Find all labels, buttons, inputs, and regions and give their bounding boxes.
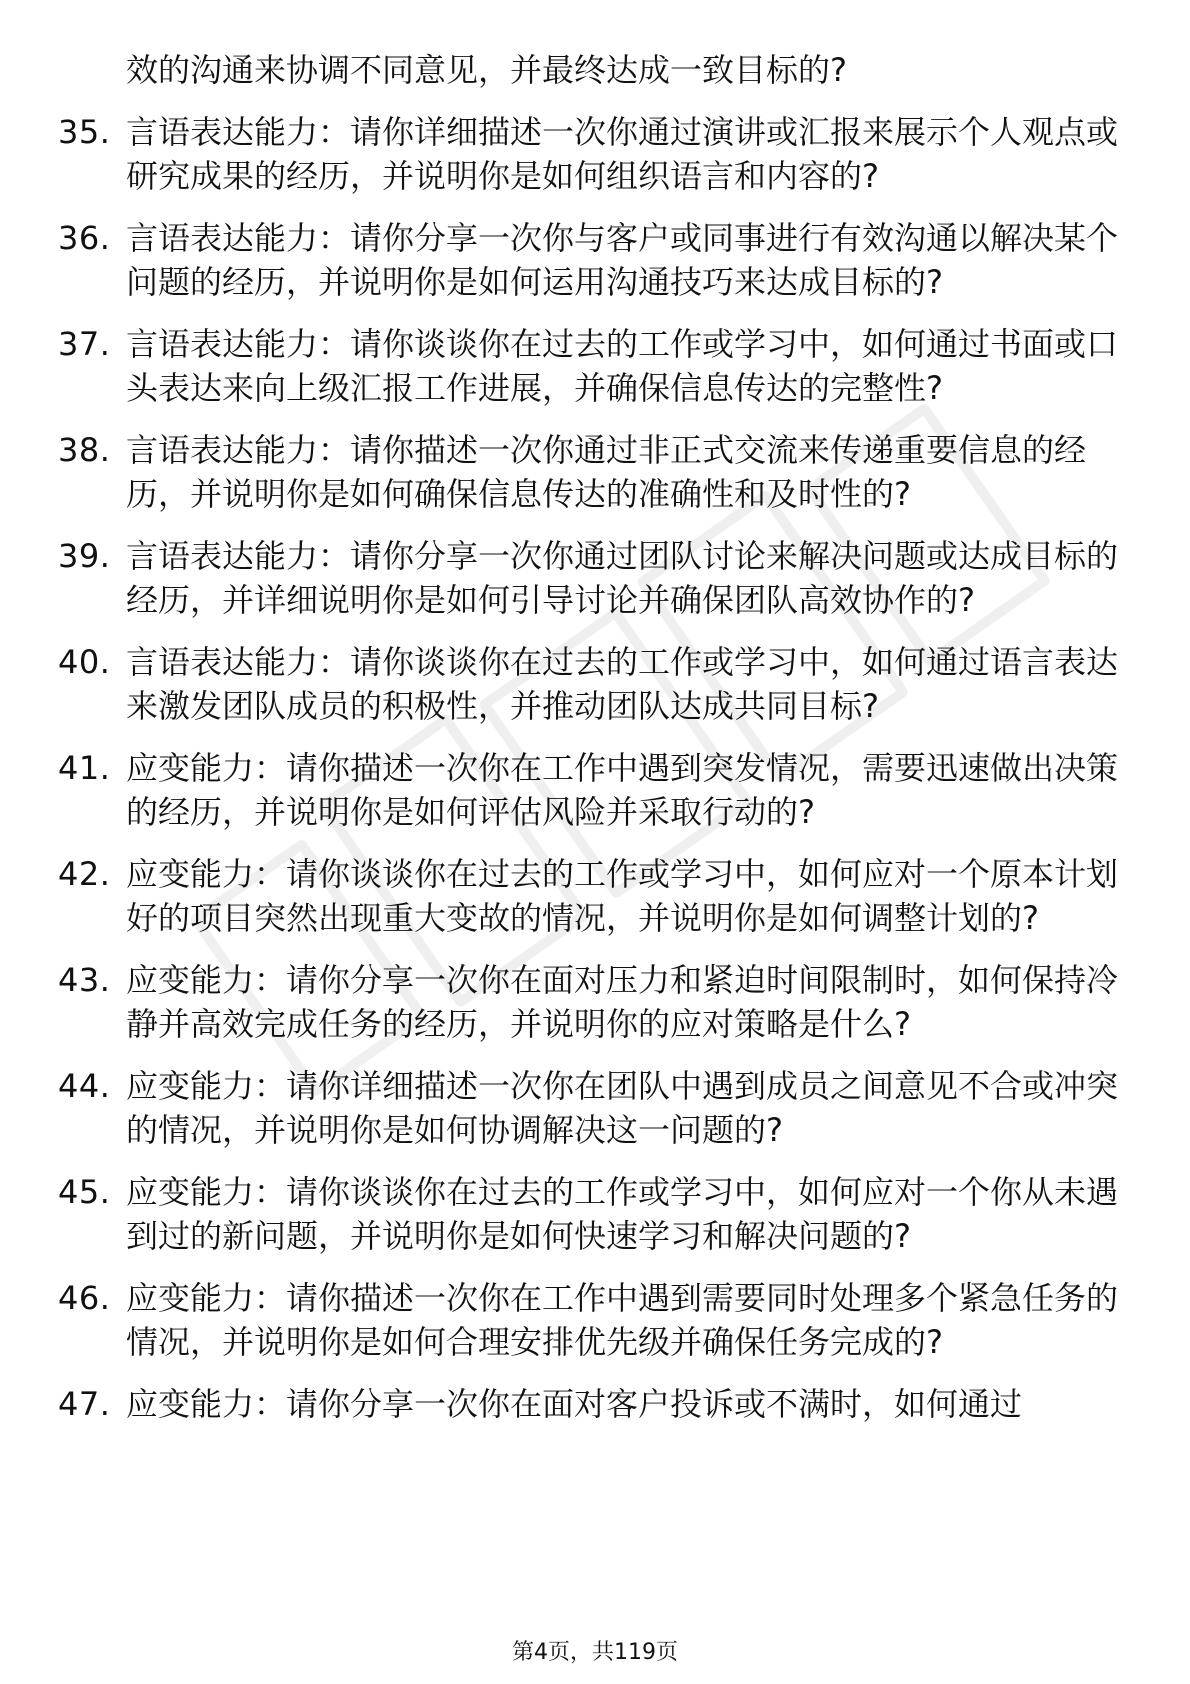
question-number: 37. bbox=[58, 325, 111, 363]
question-text: 言语表达能力：请你谈谈你在过去的工作或学习中，如何通过语言表达来激发团队成员的积极性，并推动团队达成共同目标? bbox=[126, 643, 1119, 725]
question-item bbox=[58, 958, 1138, 1046]
question-text: 应变能力：请你谈谈你在过去的工作或学习中，如何应对一个你从未遇到过的新问题，并说明你是如何快速学习和解决问题的? bbox=[126, 1173, 1119, 1255]
question-text: 言语表达能力：请你描述一次你通过非正式交流来传递重要信息的经历，并说明你是如何确保信息传达的准确性和及时性的? bbox=[126, 431, 1087, 513]
question-list bbox=[58, 48, 1138, 1444]
question-text: 应变能力：请你分享一次你在面对压力和紧迫时间限制时，如何保持冷静并高效完成任务的经历，并说明你的应对策略是什么? bbox=[126, 961, 1119, 1043]
question-number: 42. bbox=[58, 855, 111, 893]
question-item bbox=[58, 110, 1138, 198]
question-text: 应变能力：请你谈谈你在过去的工作或学习中，如何应对一个原本计划好的项目突然出现重大变故的情况，并说明你是如何调整计划的? bbox=[126, 855, 1119, 937]
page-footer: 第4页，共119页 bbox=[512, 1640, 678, 1665]
question-item bbox=[58, 216, 1138, 304]
question-number: 41. bbox=[58, 749, 111, 787]
question-number: 40. bbox=[58, 643, 111, 681]
question-item bbox=[58, 1170, 1138, 1258]
question-item bbox=[58, 1064, 1138, 1152]
question-item bbox=[58, 1382, 1138, 1426]
question-item bbox=[58, 1276, 1138, 1364]
question-item bbox=[58, 746, 1138, 834]
question-number: 46. bbox=[58, 1279, 111, 1317]
question-item bbox=[58, 640, 1138, 728]
continued-text: 效的沟通来协调不同意见，并最终达成一致目标的? bbox=[126, 51, 847, 89]
question-number: 36. bbox=[58, 219, 111, 257]
question-number: 39. bbox=[58, 537, 111, 575]
question-text: 言语表达能力：请你分享一次你通过团队讨论来解决问题或达成目标的经历，并详细说明你是如何引导讨论并确保团队高效协作的? bbox=[126, 537, 1119, 619]
question-text: 应变能力：请你描述一次你在工作中遇到需要同时处理多个紧急任务的情况，并说明你是如何合理安排优先级并确保任务完成的? bbox=[126, 1279, 1119, 1361]
question-item bbox=[58, 322, 1138, 410]
question-text: 应变能力：请你分享一次你在面对客户投诉或不满时，如何通过 bbox=[126, 1385, 1023, 1423]
question-number: 45. bbox=[58, 1173, 111, 1211]
question-number: 47. bbox=[58, 1385, 111, 1423]
question-text: 应变能力：请你详细描述一次你在团队中遇到成员之间意见不合或冲突的情况，并说明你是如何协调解决这一问题的? bbox=[126, 1067, 1119, 1149]
question-text: 言语表达能力：请你分享一次你与客户或同事进行有效沟通以解决某个问题的经历，并说明你是如何运用沟通技巧来达成目标的? bbox=[126, 219, 1119, 301]
question-text: 应变能力：请你描述一次你在工作中遇到突发情况，需要迅速做出决策的经历，并说明你是如何评估风险并采取行动的? bbox=[126, 749, 1119, 831]
question-number: 43. bbox=[58, 961, 111, 999]
question-number: 38. bbox=[58, 431, 111, 469]
question-item bbox=[58, 428, 1138, 516]
question-text: 言语表达能力：请你详细描述一次你通过演讲或汇报来展示个人观点或研究成果的经历，并说明你是如何组织语言和内容的? bbox=[126, 113, 1119, 195]
question-number: 44. bbox=[58, 1067, 111, 1105]
question-text: 言语表达能力：请你谈谈你在过去的工作或学习中，如何通过书面或口头表达来向上级汇报工作进展，并确保信息传达的完整性? bbox=[126, 325, 1119, 407]
question-number: 35. bbox=[58, 113, 111, 151]
question-item bbox=[58, 852, 1138, 940]
question-item bbox=[58, 534, 1138, 622]
